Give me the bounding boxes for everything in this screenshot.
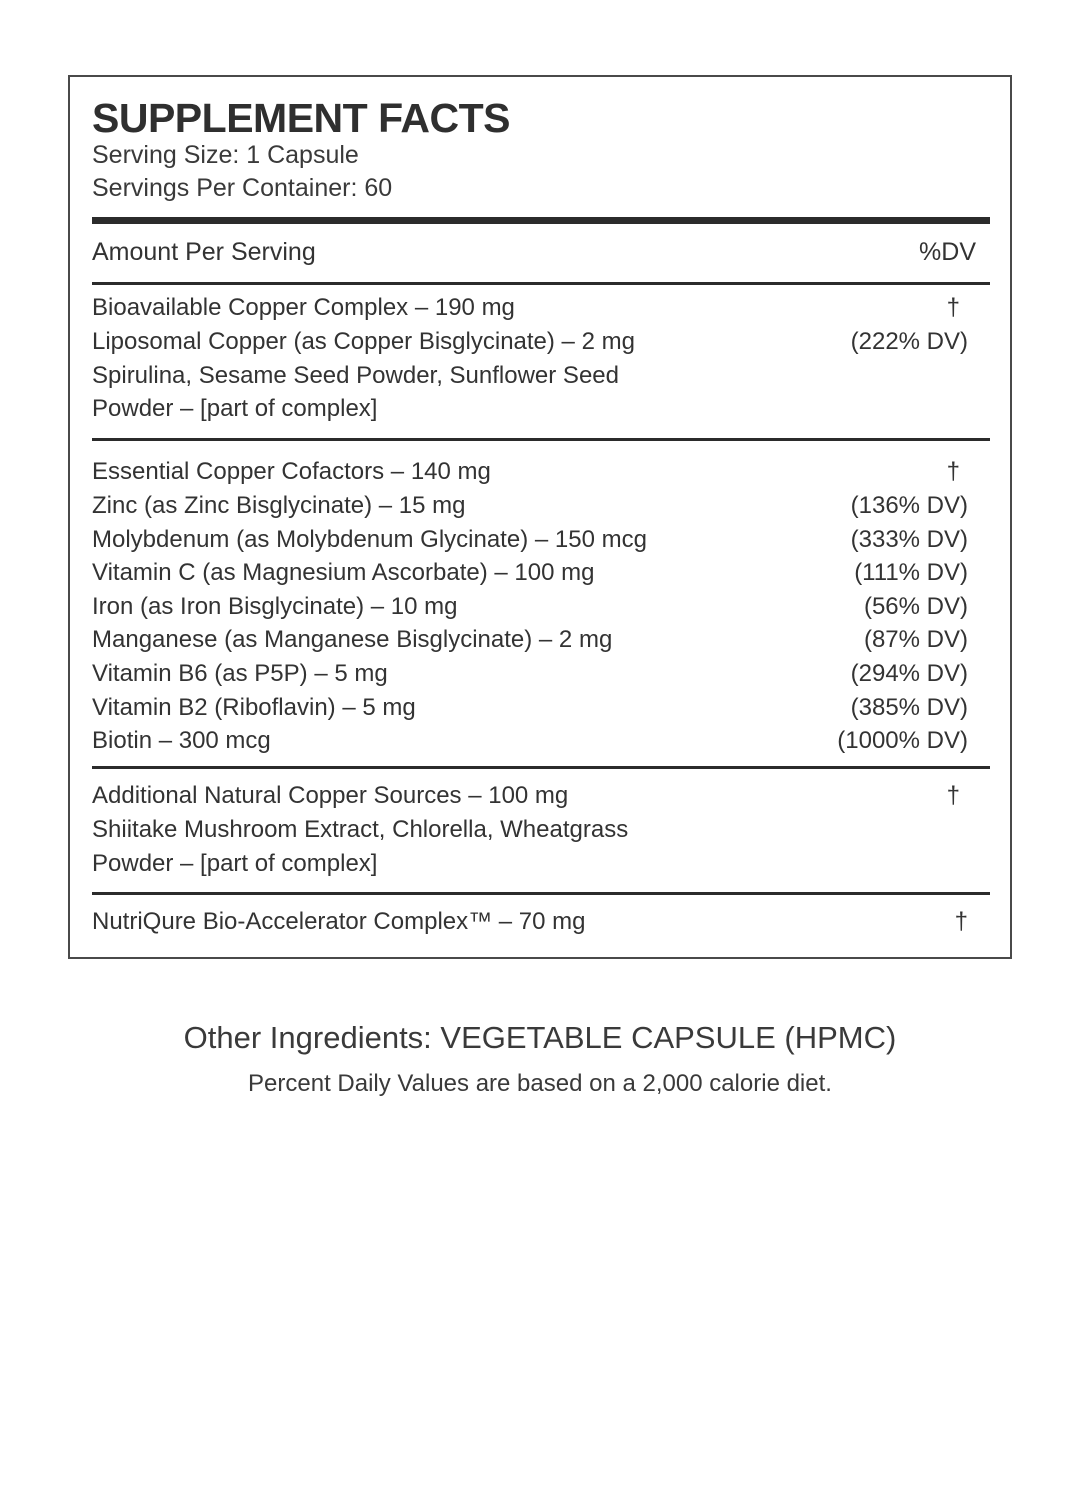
amount-header-row bbox=[92, 238, 990, 272]
ingredient-row bbox=[92, 458, 990, 492]
ingredient-row bbox=[92, 660, 990, 694]
ingredient-row bbox=[92, 816, 990, 850]
ingredient-name: Additional Natural Copper Sources – 100 mg bbox=[92, 782, 569, 809]
ingredient-name: NutriQure Bio-Accelerator Complex™ – 70 mg bbox=[92, 908, 586, 935]
dv-header-label: %DV bbox=[919, 238, 976, 266]
ingredient-dv: (222% DV) bbox=[850, 328, 968, 355]
ingredient-name: Liposomal Copper (as Copper Bisglycinate) – 2 mg bbox=[92, 328, 635, 355]
ingredient-name: Spirulina, Sesame Seed Powder, Sunflower Seed bbox=[92, 362, 619, 389]
ingredient-row bbox=[92, 395, 990, 429]
ingredient-dv: (111% DV) bbox=[854, 559, 968, 586]
ingredient-row bbox=[92, 492, 990, 526]
ingredient-row bbox=[92, 294, 990, 328]
dagger-marker: † bbox=[946, 458, 960, 485]
serving-size: Serving Size: 1 Capsule bbox=[92, 141, 359, 169]
ingredient-name: Powder – [part of complex] bbox=[92, 850, 378, 877]
ingredient-row bbox=[92, 593, 990, 627]
ingredient-row bbox=[92, 908, 990, 942]
dagger-marker: † bbox=[946, 782, 960, 809]
section-divider bbox=[92, 282, 990, 285]
supplement-facts-panel bbox=[68, 75, 1012, 959]
ingredient-name: Molybdenum (as Molybdenum Glycinate) – 150 mcg bbox=[92, 526, 647, 553]
amount-per-serving-label: Amount Per Serving bbox=[92, 238, 316, 266]
servings-per-container: Servings Per Container: 60 bbox=[92, 174, 393, 202]
ingredient-row bbox=[92, 526, 990, 560]
ingredient-name: Iron (as Iron Bisglycinate) – 10 mg bbox=[92, 593, 458, 620]
ingredient-row bbox=[92, 626, 990, 660]
section-divider bbox=[92, 766, 990, 769]
ingredient-name: Essential Copper Cofactors – 140 mg bbox=[92, 458, 491, 485]
ingredient-name: Vitamin B2 (Riboflavin) – 5 mg bbox=[92, 694, 416, 721]
ingredient-name: Vitamin B6 (as P5P) – 5 mg bbox=[92, 660, 388, 687]
ingredient-name: Shiitake Mushroom Extract, Chlorella, Wheatgrass bbox=[92, 816, 629, 843]
ingredient-name: Zinc (as Zinc Bisglycinate) – 15 mg bbox=[92, 492, 466, 519]
ingredient-name: Manganese (as Manganese Bisglycinate) – 2 mg bbox=[92, 626, 613, 653]
ingredient-row bbox=[92, 328, 990, 362]
ingredient-name: Powder – [part of complex] bbox=[92, 395, 378, 422]
ingredient-row bbox=[92, 559, 990, 593]
ingredient-dv: (294% DV) bbox=[850, 660, 968, 687]
ingredient-row bbox=[92, 694, 990, 728]
ingredient-row bbox=[92, 782, 990, 816]
section-divider bbox=[92, 438, 990, 441]
section-divider bbox=[92, 892, 990, 895]
ingredient-dv: (87% DV) bbox=[863, 626, 968, 653]
ingredient-dv: (136% DV) bbox=[850, 492, 968, 519]
ingredient-name: Vitamin C (as Magnesium Ascorbate) – 100 mg bbox=[92, 559, 595, 586]
ingredient-row bbox=[92, 362, 990, 396]
other-ingredients: Other Ingredients: VEGETABLE CAPSULE (HPMC) bbox=[183, 1020, 897, 1055]
ingredient-dv: (385% DV) bbox=[850, 694, 968, 721]
supplement-facts-title: SUPPLEMENT FACTS bbox=[92, 95, 510, 141]
daily-values-note: Percent Daily Values are based on a 2,000 calorie diet. bbox=[248, 1070, 832, 1097]
ingredient-dv: (56% DV) bbox=[863, 593, 968, 620]
dagger-marker: † bbox=[946, 294, 960, 321]
ingredient-name: Biotin – 300 mcg bbox=[92, 727, 271, 754]
ingredient-name: Bioavailable Copper Complex – 190 mg bbox=[92, 294, 515, 321]
ingredient-dv: (333% DV) bbox=[850, 526, 968, 553]
thick-divider bbox=[92, 217, 990, 224]
ingredient-row bbox=[92, 850, 990, 884]
dagger-marker: † bbox=[954, 908, 968, 935]
ingredient-dv: (1000% DV) bbox=[837, 727, 968, 754]
ingredient-row bbox=[92, 727, 990, 761]
